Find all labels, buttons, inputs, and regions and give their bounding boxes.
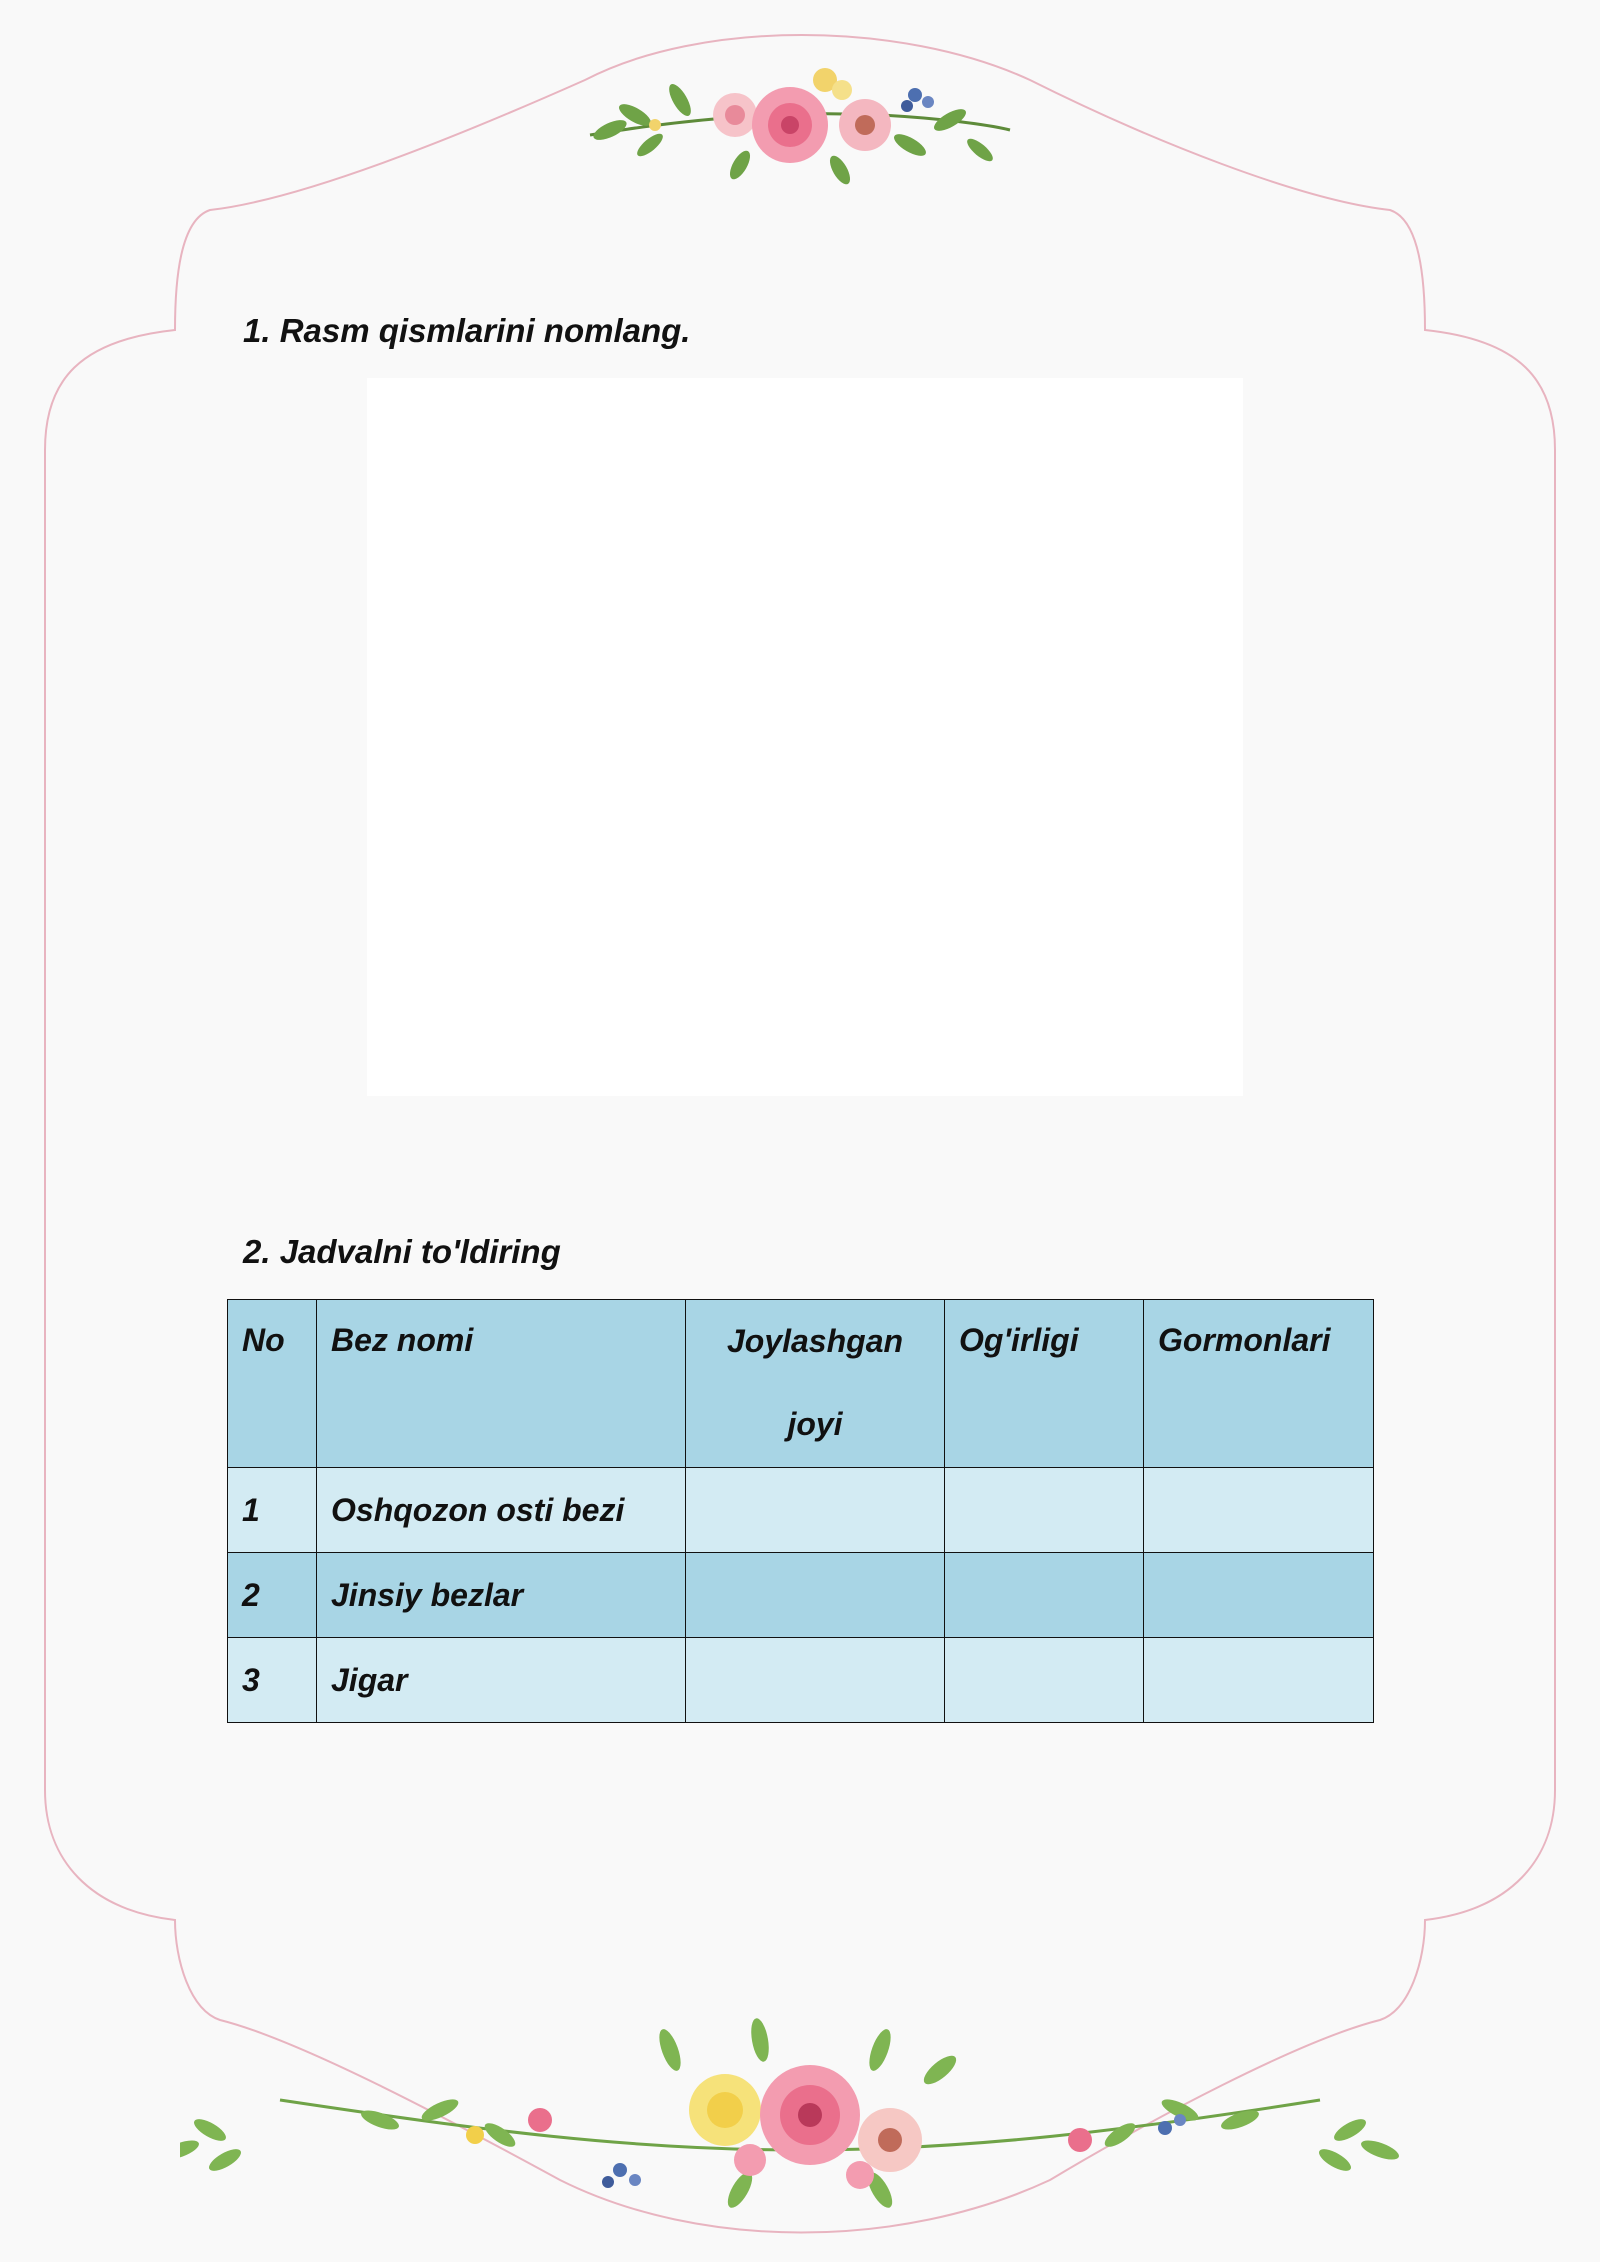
row-location-cell[interactable] [686, 1638, 945, 1723]
question-1-heading: 1. Rasm qismlarini nomlang. [243, 312, 691, 349]
header-number: No [228, 1300, 317, 1468]
row-weight-cell[interactable] [945, 1468, 1144, 1553]
header-weight: Og'irligi [945, 1300, 1144, 1468]
floral-garland-icon [180, 2010, 1420, 2250]
row-location-cell[interactable] [686, 1553, 945, 1638]
header-gland-name: Bez nomi [317, 1300, 686, 1468]
row-gland-name: Oshqozon osti bezi [317, 1468, 686, 1553]
diagram-image-placeholder [367, 378, 1243, 1096]
table-row [228, 1638, 1374, 1723]
table-row [228, 1553, 1374, 1638]
table-row [228, 1468, 1374, 1553]
header-location [686, 1300, 945, 1468]
row-gland-name: Jinsiy bezlar [317, 1553, 686, 1638]
row-location-cell[interactable] [686, 1468, 945, 1553]
row-number: 3 [228, 1638, 317, 1723]
row-number: 1 [228, 1468, 317, 1553]
question-2-heading: 2. Jadvalni to'ldiring [243, 1233, 561, 1270]
header-hormones: Gormonlari [1144, 1300, 1374, 1468]
header-location-label: Joylashgan joyi [726, 1323, 904, 1442]
row-weight-cell[interactable] [945, 1553, 1144, 1638]
table-header-row [228, 1300, 1374, 1468]
row-weight-cell[interactable] [945, 1638, 1144, 1723]
row-hormones-cell[interactable] [1144, 1638, 1374, 1723]
row-hormones-cell[interactable] [1144, 1468, 1374, 1553]
floral-garland-icon [580, 40, 1020, 200]
row-gland-name: Jigar [317, 1638, 686, 1723]
row-number: 2 [228, 1553, 317, 1638]
row-hormones-cell[interactable] [1144, 1553, 1374, 1638]
gland-table [227, 1299, 1374, 1723]
